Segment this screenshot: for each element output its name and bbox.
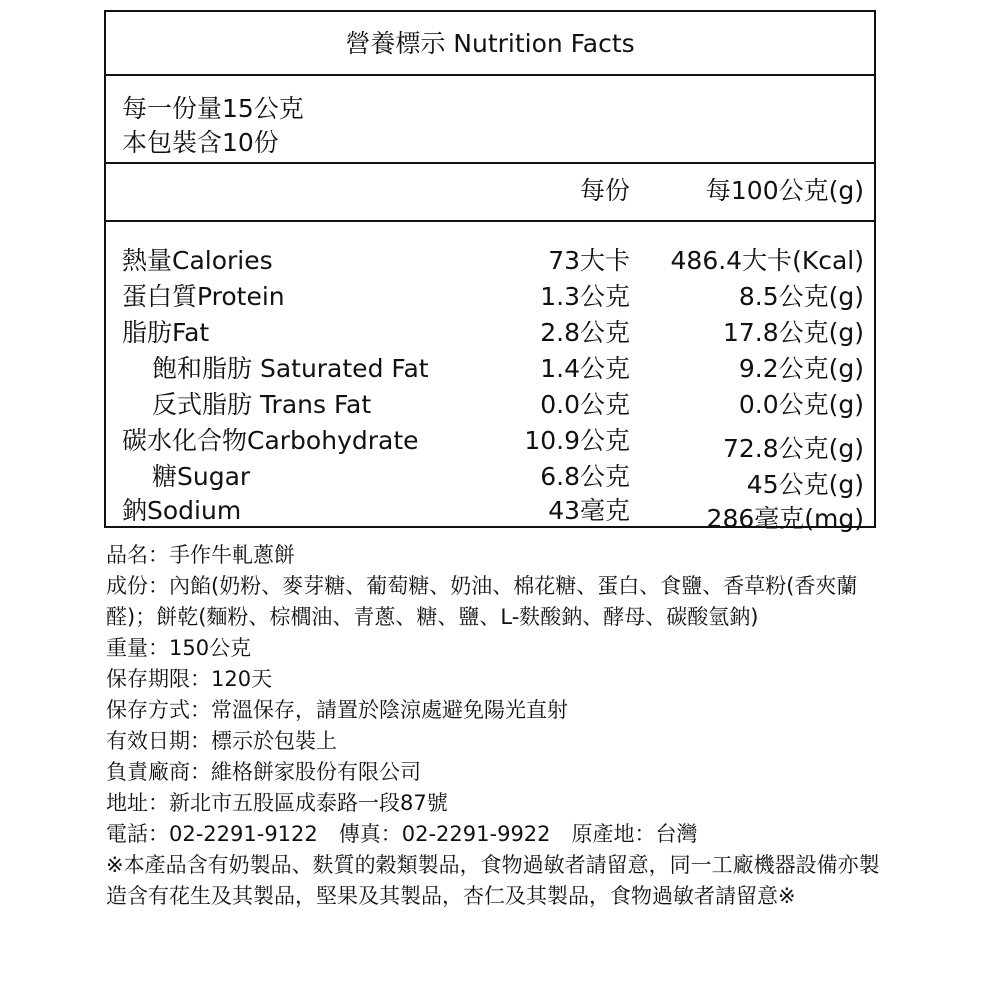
- nutrient-per-serving: 73大卡: [548, 246, 630, 275]
- product-address: 地址：新北市五股區成泰路一段87號: [106, 791, 448, 815]
- product-shelf-life: 保存期限：120天: [106, 667, 273, 691]
- product-name: 品名：手作牛軋蔥餅: [106, 543, 295, 567]
- nutrient-row-fat: [106, 316, 874, 350]
- nutrient-per-100g: 486.4大卡(Kcal): [670, 246, 864, 275]
- product-storage: 保存方式：常溫保存，請置於陰涼處避免陽光直射: [106, 698, 568, 722]
- nutrient-row-carbohydrate: [106, 424, 874, 463]
- product-contact: 電話：02-2291-9122 傳真：02-2291-9922 原產地：台灣: [106, 822, 698, 846]
- column-header-per-100g: 每100公克(g): [705, 176, 864, 205]
- nutrient-per-serving: 1.3公克: [540, 282, 630, 311]
- nutrient-row-calories: [106, 244, 874, 278]
- nutrient-name: 蛋白質Protein: [122, 282, 285, 311]
- nutrient-name: 鈉Sodium: [122, 496, 242, 525]
- nutrient-per-100g: 17.8公克(g): [722, 318, 864, 347]
- nutrient-per-serving: 2.8公克: [540, 318, 630, 347]
- nutrient-per-serving: 1.4公克: [540, 354, 630, 383]
- nutrient-per-100g: 0.0公克(g): [738, 390, 864, 419]
- nutrient-row-saturated-fat: [106, 352, 874, 386]
- nutrient-row-protein: [106, 280, 874, 314]
- nutrient-name: 熱量Calories: [122, 246, 273, 275]
- nutrient-per-100g: 72.8公克(g): [722, 434, 864, 463]
- nutrient-per-100g: 45公克(g): [746, 470, 864, 499]
- nutrient-row-trans-fat: [106, 388, 874, 422]
- nutrient-name: 脂肪Fat: [122, 318, 210, 347]
- nutrient-row-sodium: [106, 494, 874, 533]
- nutrient-name: 反式脂肪 Trans Fat: [152, 390, 372, 419]
- serving-size: 每一份量15公克: [122, 94, 304, 123]
- nutrient-per-serving: 6.8公克: [540, 462, 630, 491]
- nutrient-row-sugar: [106, 460, 874, 499]
- nutrition-facts-table: [104, 10, 876, 533]
- nutrition-title: 營養標示 Nutrition Facts: [106, 12, 874, 76]
- nutrient-per-serving: 0.0公克: [540, 390, 630, 419]
- product-allergen-notice: ※本產品含有奶製品、麩質的穀類製品，食物過敏者請留意，同一工廠機器設備亦製造含有花生及其製品，堅果及其製品，杏仁及其製品，食物過敏者請留意※: [106, 853, 880, 908]
- nutrient-per-serving: 43毫克: [548, 496, 630, 525]
- nutrient-per-100g: 286毫克(mg): [706, 504, 864, 533]
- product-expiry: 有效日期：標示於包裝上: [106, 729, 337, 753]
- nutrient-name: 碳水化合物Carbohydrate: [122, 426, 419, 455]
- column-header-per-serving: 每份: [579, 176, 630, 205]
- product-ingredients: 成份：內餡(奶粉、麥芽糖、葡萄糖、奶油、棉花糖、蛋白、食鹽、香草粉(香夾蘭醛)；餅乾(麵粉、棕櫚油、青蔥、糖、鹽、L-麩酸鈉、酵母、碳酸氫鈉): [106, 574, 858, 629]
- nutrient-per-100g: 9.2公克(g): [738, 354, 864, 383]
- nutrient-per-100g: 8.5公克(g): [738, 282, 864, 311]
- nutrient-name: 飽和脂肪 Saturated Fat: [152, 354, 429, 383]
- product-weight: 重量：150公克: [106, 636, 252, 660]
- column-header-row: [106, 162, 874, 222]
- product-info: [106, 540, 886, 912]
- servings-per-package: 本包裝含10份: [122, 128, 279, 157]
- serving-info: [106, 74, 874, 164]
- product-manufacturer: 負責廠商：維格餅家股份有限公司: [106, 760, 421, 784]
- nutrient-per-serving: 10.9公克: [524, 426, 630, 455]
- nutrient-name: 糖Sugar: [152, 462, 251, 491]
